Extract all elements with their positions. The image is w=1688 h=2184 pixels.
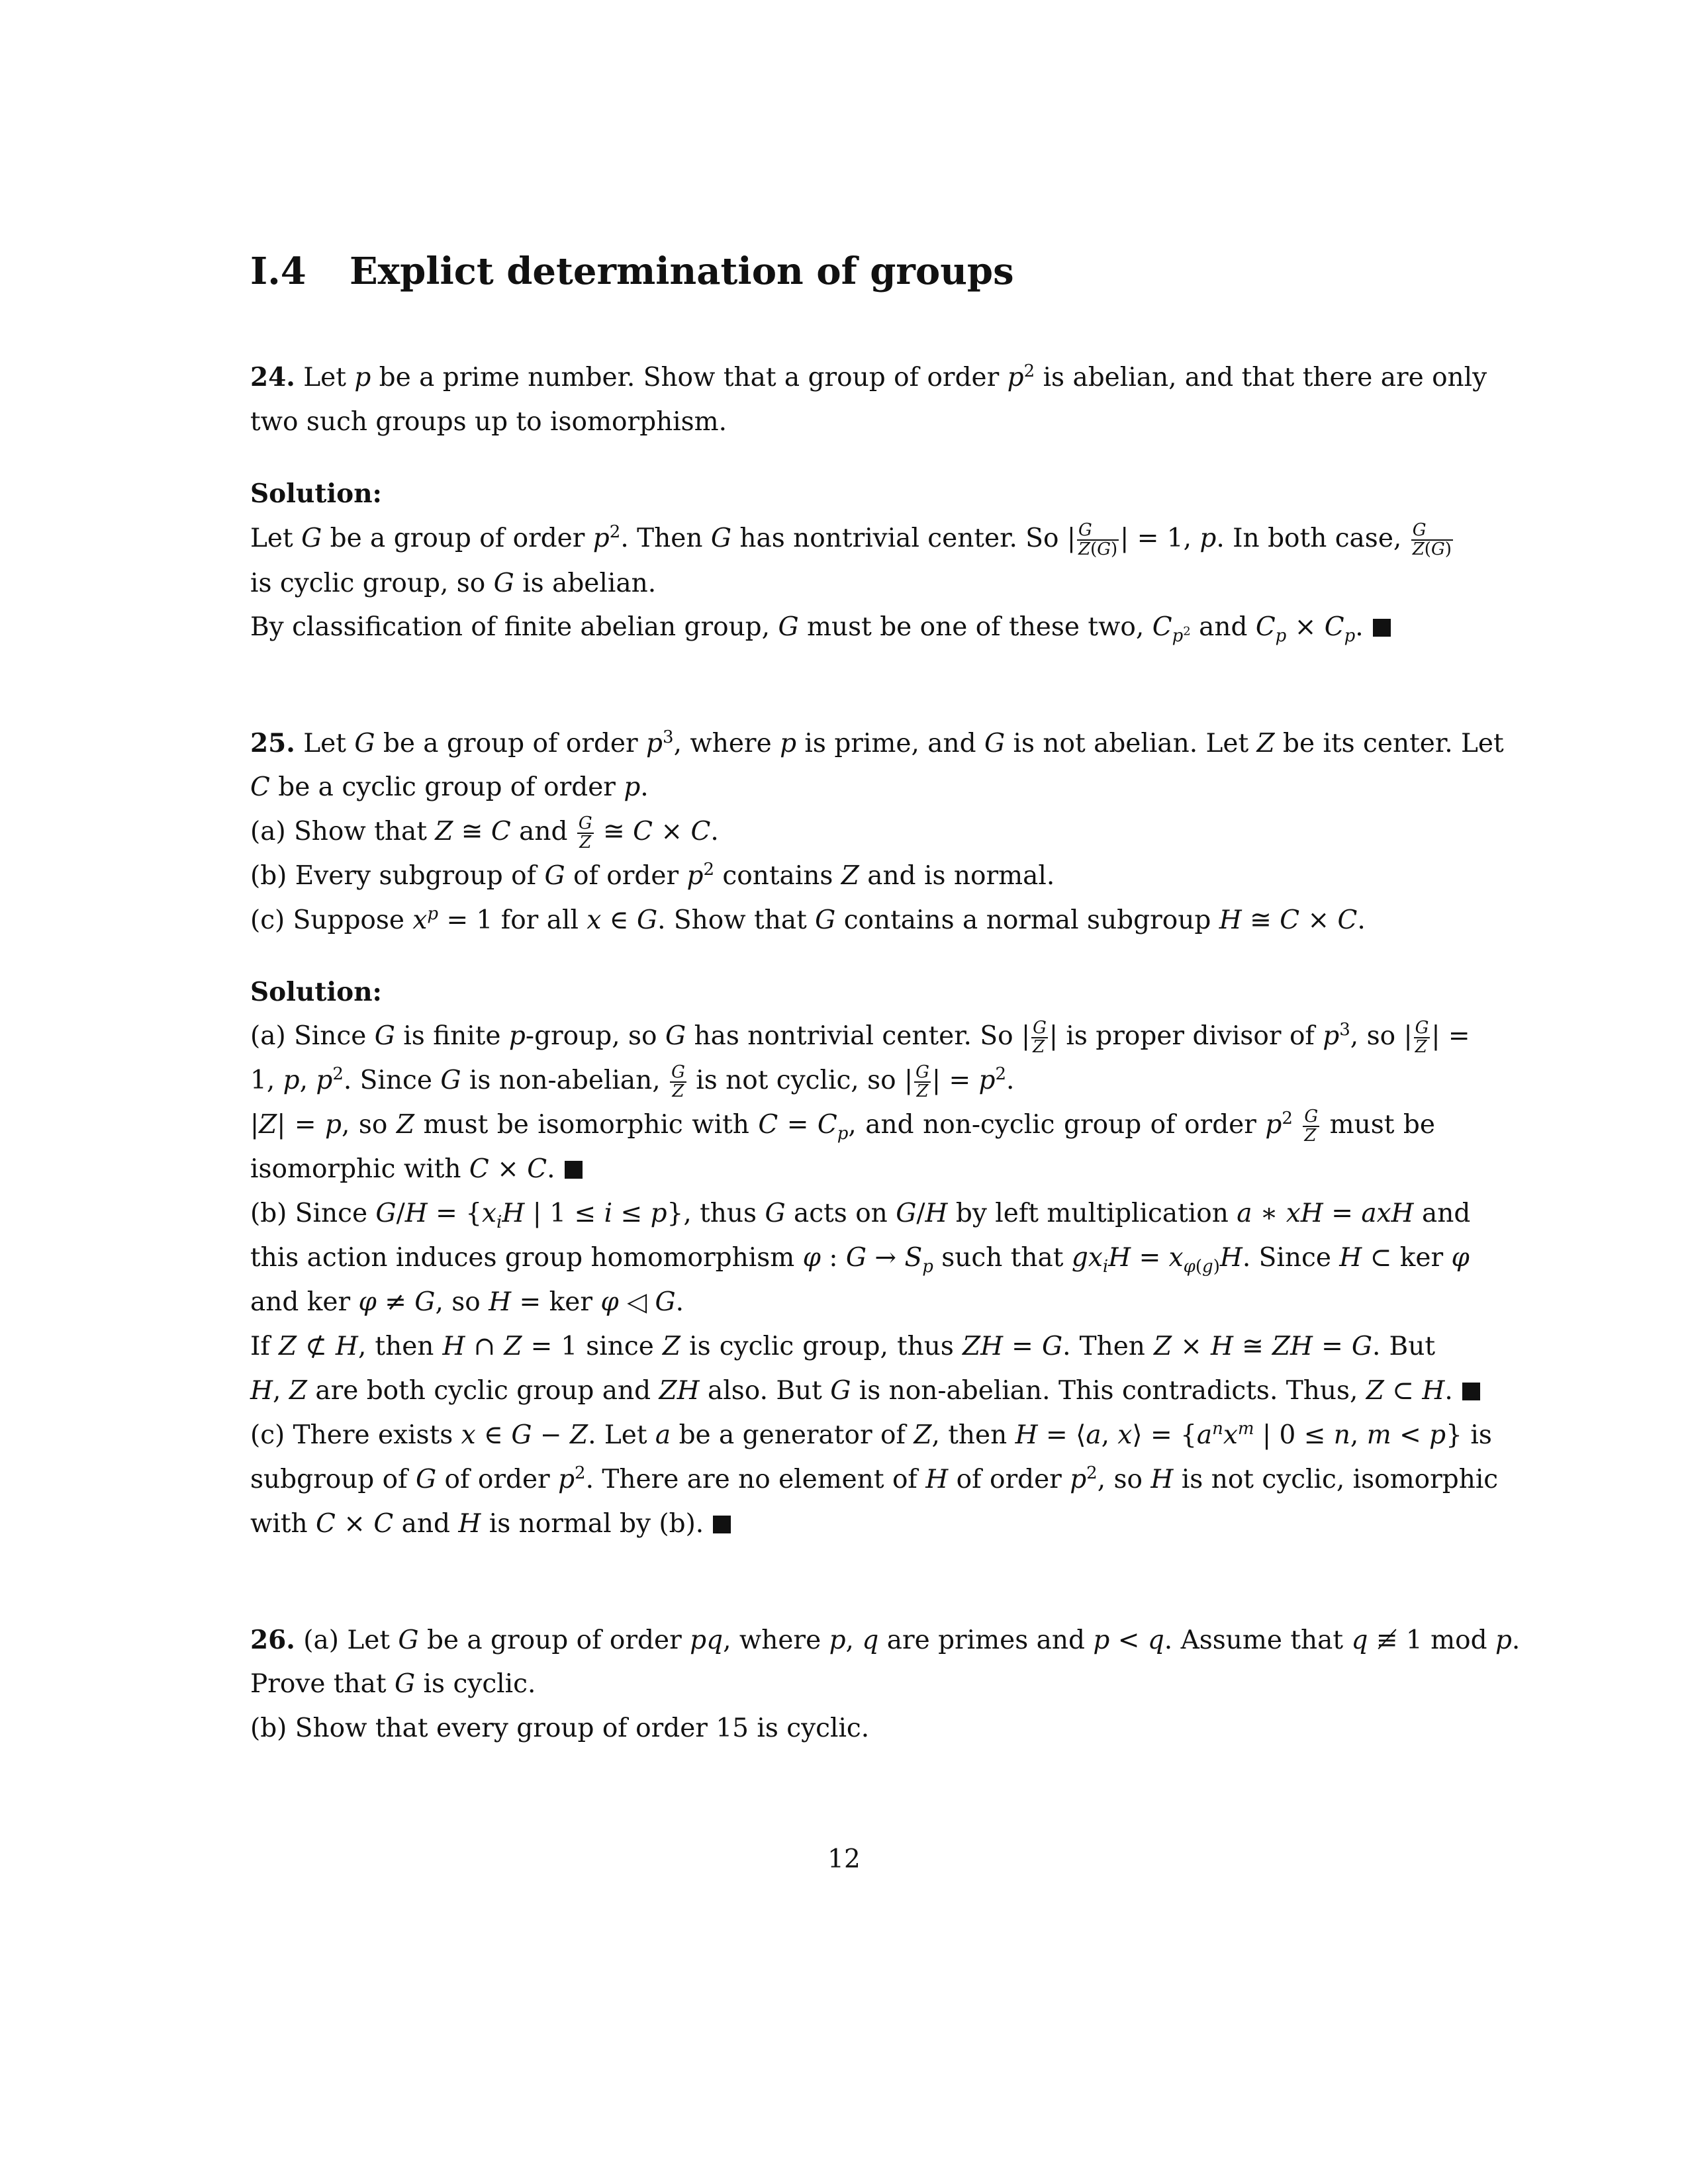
problem-26-number: 26. xyxy=(250,1625,295,1655)
problem-25-solution-line-7: and ker φ ≠ G, so H = ker φ ◁ G. xyxy=(250,1287,684,1317)
problem-25-number: 25. xyxy=(250,728,295,758)
problem-26-statement-line-3: (b) Show that every group of order 15 is cyclic. xyxy=(250,1713,870,1743)
page-number: 12 xyxy=(827,1844,861,1874)
problem-24-solution-line-1: Let G be a group of order $p^2$. Then G has nontrivial center. So | $\frac{G}{Z(G)}$ | = 1, p. In both case, $\frac{G}{Z(G)}$ xyxy=(250,520,1452,559)
problem-25-statement-line-4: (b) Every subgroup of G of order $p^2$ contains Z and is normal. xyxy=(250,860,1055,891)
problem-24-statement-line-2: two such groups up to isomorphism. xyxy=(250,407,727,437)
problem-25-solution-line-4: isomorphic with C × C. xyxy=(250,1148,1435,1191)
problem-25-solution-line-12: with C × C and H is normal by (b). xyxy=(250,1502,1435,1546)
problem-25-solution-line-11: subgroup of G of order $p^2$. There are no element of H of order $p^2$, so H is not cyclic, isomorphic xyxy=(250,1463,1499,1494)
problem-24-solution-line-3: By classification of finite abelian group, G must be one of these two, $C_{p^2}$ and $C_p \times C_p$. xyxy=(250,606,1435,649)
problem-24-statement-line-1: 24. Let p be a prime number. Show that a group of order $p^2$ is abelian, and that there are only xyxy=(250,361,1487,392)
problem-25-statement-line-3: (a) Show that Z ≅ C and $\frac{G}{Z}$ ≅ C × C. xyxy=(250,813,719,852)
problem-25-solution-line-8: If Z ⊄ H, then H ∩ Z = 1 since Z is cyclic group, thus ZH = G. Then Z × H ≅ ZH = G. But xyxy=(250,1332,1435,1361)
problem-25-statement-line-5: (c) Suppose $x^p = 1$ for all x ∈ G. Show that G contains a normal subgroup H ≅ C × C. xyxy=(250,904,1366,935)
problem-25-solution-line-9: H, Z are both cyclic group and ZH also. But G is non-abelian. This contradicts. Thus, Z ⊂ H. xyxy=(250,1369,1435,1413)
section-number: I.4 xyxy=(250,250,306,293)
problem-24-number: 24. xyxy=(250,362,295,392)
problem-25-statement-line-2: C be a cyclic group of order p. xyxy=(250,772,649,802)
qed-square-icon xyxy=(1373,619,1391,637)
qed-square-icon xyxy=(1462,1383,1480,1400)
problem-24-solution-label: Solution: xyxy=(250,478,382,509)
problem-25-solution-line-3: |Z| = p, so Z must be isomorphic with $C = C_p$, and non-cyclic group of order $p^2$ $\frac{G}{Z}$ must be xyxy=(250,1107,1435,1146)
problem-25-solution-line-6: this action induces group homomorphism φ : $G \to S_p$ such that $gx_iH = x_{\varphi(g)}H$. Since H ⊂ ker φ xyxy=(250,1243,1470,1277)
qed-square-icon xyxy=(565,1161,583,1179)
problem-25-solution-line-2: 1, p, $p^2$. Since G is non-abelian, $\frac{G}{Z}$ is not cyclic, so | $\frac{G}{Z}$ | = $p^2$. xyxy=(250,1062,1015,1101)
problem-25-statement-line-1: 25. Let G be a group of order $p^3$, where p is prime, and G is not abelian. Let Z be its center. Let xyxy=(250,727,1504,758)
problem-25-solution-line-10: (c) There exists x ∈ G − Z. Let a be a generator of Z, then H = ⟨a, x⟩ = {$a^nx^m$ | 0 ≤ n, m < p} is xyxy=(250,1419,1492,1450)
problem-26-statement-line-1: 26. (a) Let G be a group of order pq, where p, q are primes and p < q. Assume that q ≢ 1 mod p. xyxy=(250,1625,1521,1655)
section-title: Explict determination of groups xyxy=(350,250,1014,293)
qed-square-icon xyxy=(713,1516,731,1533)
problem-26-statement-line-2: Prove that G is cyclic. xyxy=(250,1669,536,1699)
section-heading xyxy=(250,245,1014,298)
problem-24-solution-line-2: is cyclic group, so G is abelian. xyxy=(250,569,657,598)
problem-25-solution-line-1: (a) Since G is finite p-group, so G has nontrivial center. So | $\frac{G}{Z}$ | is proper divisor of $p^3$, so | $\frac{G}{Z}$ | = xyxy=(250,1018,1470,1057)
problem-25-solution-label: Solution: xyxy=(250,977,382,1007)
problem-25-solution-line-5: (b) Since $G/H = \{x_iH$ | 1 ≤ i ≤ p}, thus G acts on G/H by left multiplication a ∗ xH = axH and xyxy=(250,1199,1471,1232)
